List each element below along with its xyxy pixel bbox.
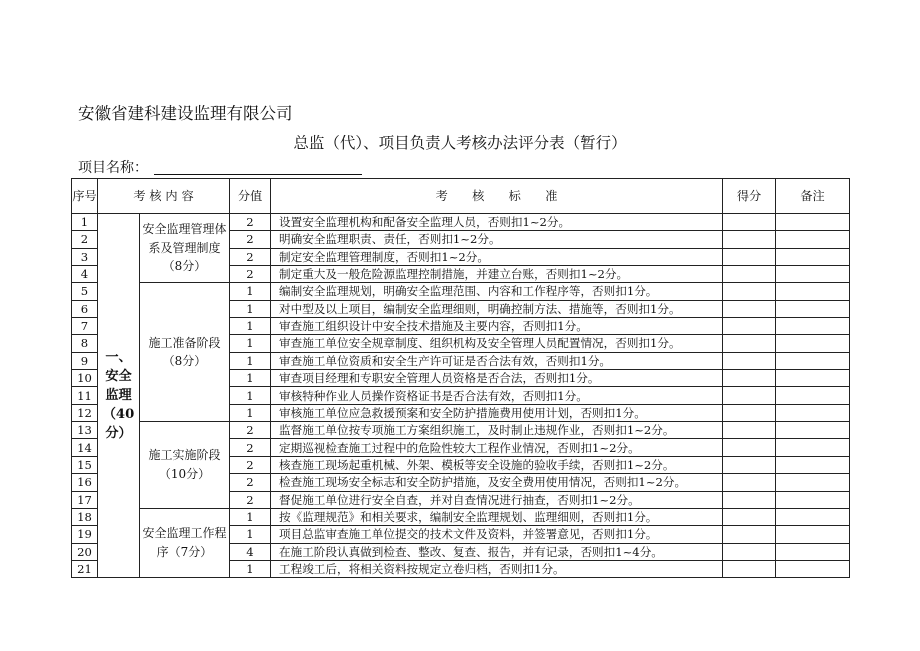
header-got: 得分	[723, 179, 776, 214]
row-score: 1	[230, 370, 271, 387]
row-remark-cell[interactable]	[776, 248, 850, 265]
table-row	[72, 422, 850, 439]
row-score: 1	[230, 335, 271, 352]
row-got-cell[interactable]	[723, 318, 776, 335]
row-score: 1	[230, 508, 271, 525]
table-row	[72, 214, 850, 231]
row-got-cell[interactable]	[723, 456, 776, 473]
row-remark-cell[interactable]	[776, 335, 850, 352]
row-standard: 工程竣工后，将相关资料按规定立卷归档，否则扣1分。	[271, 560, 723, 577]
row-standard: 审查施工单位安全规章制度、组织机构及安全管理人员配置情况，否则扣1分。	[271, 335, 723, 352]
row-standard: 按《监理规范》和相关要求，编制安全监理规划、监理细则，否则扣1分。	[271, 508, 723, 525]
row-remark-cell[interactable]	[776, 266, 850, 283]
row-got-cell[interactable]	[723, 370, 776, 387]
row-standard: 明确安全监理职责、责任，否则扣1~2分。	[271, 231, 723, 248]
project-name-field[interactable]	[154, 174, 362, 175]
row-standard: 编制安全监理规划，明确安全监理范围、内容和工作程序等，否则扣1分。	[271, 283, 723, 300]
row-got-cell[interactable]	[723, 491, 776, 508]
section-label: 安全	[105, 368, 132, 384]
project-name-label: 项目名称：	[78, 160, 148, 176]
row-standard: 在施工阶段认真做到检查、整改、复查、报告，并有记录，否则扣1~4分。	[271, 543, 723, 560]
row-got-cell[interactable]	[723, 283, 776, 300]
row-number: 5	[72, 283, 98, 300]
row-got-cell[interactable]	[723, 526, 776, 543]
row-got-cell[interactable]	[723, 474, 776, 491]
row-remark-cell[interactable]	[776, 283, 850, 300]
row-number: 20	[72, 543, 98, 560]
row-remark-cell[interactable]	[776, 508, 850, 525]
row-remark-cell[interactable]	[776, 526, 850, 543]
row-standard: 检查施工现场安全标志和安全防护措施，及安全费用使用情况，否则扣1~2分。	[271, 474, 723, 491]
row-got-cell[interactable]	[723, 543, 776, 560]
row-score: 2	[230, 474, 271, 491]
row-got-cell[interactable]	[723, 248, 776, 265]
row-number: 18	[72, 508, 98, 525]
row-standard: 设置安全监理机构和配备安全监理人员，否则扣1~2分。	[271, 214, 723, 231]
row-got-cell[interactable]	[723, 387, 776, 404]
row-number: 4	[72, 266, 98, 283]
row-number: 1	[72, 214, 98, 231]
row-number: 14	[72, 439, 98, 456]
row-number: 13	[72, 422, 98, 439]
category-cell: 施工准备阶段（8分）	[140, 283, 230, 422]
row-got-cell[interactable]	[723, 404, 776, 421]
row-remark-cell[interactable]	[776, 352, 850, 369]
row-score: 2	[230, 214, 271, 231]
score-table	[71, 178, 850, 578]
header-standard: 考 核 标 准	[271, 179, 723, 214]
row-score: 2	[230, 456, 271, 473]
row-standard: 审查施工组织设计中安全技术措施及主要内容，否则扣1分。	[271, 318, 723, 335]
row-score: 2	[230, 439, 271, 456]
row-got-cell[interactable]	[723, 300, 776, 317]
row-got-cell[interactable]	[723, 335, 776, 352]
row-standard: 核查施工现场起重机械、外架、模板等安全设施的验收手续，否则扣1~2分。	[271, 456, 723, 473]
row-standard: 项目总监审查施工单位提交的技术文件及资料，并签署意见，否则扣1分。	[271, 526, 723, 543]
row-standard: 监督施工单位按专项施工方案组织施工，及时制止违规作业，否则扣1~2分。	[271, 422, 723, 439]
row-remark-cell[interactable]	[776, 560, 850, 577]
row-got-cell[interactable]	[723, 508, 776, 525]
row-remark-cell[interactable]	[776, 231, 850, 248]
row-standard: 定期巡视检查施工过程中的危险性较大工程作业情况，否则扣1~2分。	[271, 439, 723, 456]
row-remark-cell[interactable]	[776, 300, 850, 317]
row-number: 8	[72, 335, 98, 352]
row-number: 11	[72, 387, 98, 404]
row-got-cell[interactable]	[723, 352, 776, 369]
category-cell: 安全监理工作程序（7分）	[140, 508, 230, 577]
row-remark-cell[interactable]	[776, 543, 850, 560]
category-cell: 施工实施阶段（10分）	[140, 422, 230, 509]
row-remark-cell[interactable]	[776, 318, 850, 335]
row-standard: 审查项目经理和专职安全管理人员资格是否合法，否则扣1分。	[271, 370, 723, 387]
row-number: 19	[72, 526, 98, 543]
row-score: 1	[230, 283, 271, 300]
row-remark-cell[interactable]	[776, 491, 850, 508]
row-score: 4	[230, 543, 271, 560]
row-got-cell[interactable]	[723, 560, 776, 577]
row-remark-cell[interactable]	[776, 474, 850, 491]
row-remark-cell[interactable]	[776, 439, 850, 456]
category-cell: 安全监理管理体系及管理制度（8分）	[140, 214, 230, 283]
row-number: 9	[72, 352, 98, 369]
row-remark-cell[interactable]	[776, 387, 850, 404]
row-number: 6	[72, 300, 98, 317]
row-remark-cell[interactable]	[776, 456, 850, 473]
row-number: 2	[72, 231, 98, 248]
row-score: 2	[230, 248, 271, 265]
row-score: 1	[230, 526, 271, 543]
row-score: 1	[230, 300, 271, 317]
row-number: 3	[72, 248, 98, 265]
form-title: 总监（代）、项目负责人考核办法评分表（暂行）	[293, 134, 627, 152]
row-standard: 审核特种作业人员操作资格证书是否合法有效，否则扣1分。	[271, 387, 723, 404]
row-score: 1	[230, 318, 271, 335]
row-standard: 审查施工单位资质和安全生产许可证是否合法有效，否则扣1分。	[271, 352, 723, 369]
row-standard: 制定安全监理管理制度，否则扣1~2分。	[271, 248, 723, 265]
table-row	[72, 508, 850, 525]
row-standard: 审核施工单位应急救援预案和安全防护措施费用使用计划，否则扣1分。	[271, 404, 723, 421]
row-number: 10	[72, 370, 98, 387]
header-remark: 备注	[776, 179, 850, 214]
row-number: 15	[72, 456, 98, 473]
row-got-cell[interactable]	[723, 214, 776, 231]
section-label: （40	[102, 407, 135, 423]
row-remark-cell[interactable]	[776, 214, 850, 231]
row-score: 1	[230, 404, 271, 421]
row-standard: 督促施工单位进行安全自查，并对自查情况进行抽查，否则扣1~2分。	[271, 491, 723, 508]
row-got-cell[interactable]	[723, 422, 776, 439]
row-score: 1	[230, 560, 271, 577]
header-score: 分值	[230, 179, 271, 214]
row-score: 2	[230, 266, 271, 283]
row-score: 1	[230, 387, 271, 404]
table-header-row	[72, 179, 850, 214]
row-score: 2	[230, 422, 271, 439]
table-row	[72, 283, 850, 300]
row-got-cell[interactable]	[723, 439, 776, 456]
row-standard: 制定重大及一般危险源监理控制措施，并建立台账，否则扣1~2分。	[271, 266, 723, 283]
row-number: 12	[72, 404, 98, 421]
row-standard: 对中型及以上项目，编制安全监理细则，明确控制方法、措施等，否则扣1分。	[271, 300, 723, 317]
row-got-cell[interactable]	[723, 231, 776, 248]
row-score: 2	[230, 491, 271, 508]
row-remark-cell[interactable]	[776, 422, 850, 439]
header-content: 考 核 内 容	[98, 179, 230, 214]
row-remark-cell[interactable]	[776, 404, 850, 421]
row-got-cell[interactable]	[723, 266, 776, 283]
row-score: 1	[230, 352, 271, 369]
row-remark-cell[interactable]	[776, 370, 850, 387]
row-score: 2	[230, 231, 271, 248]
section-label: 分）	[105, 426, 132, 442]
row-number: 16	[72, 474, 98, 491]
section-cell	[98, 214, 140, 578]
company-name: 安徽省建科建设监理有限公司	[78, 104, 293, 123]
section-label: 一、	[105, 349, 132, 365]
row-number: 7	[72, 318, 98, 335]
header-no: 序号	[72, 179, 98, 214]
row-number: 21	[72, 560, 98, 577]
section-label: 监理	[105, 388, 132, 404]
row-number: 17	[72, 491, 98, 508]
